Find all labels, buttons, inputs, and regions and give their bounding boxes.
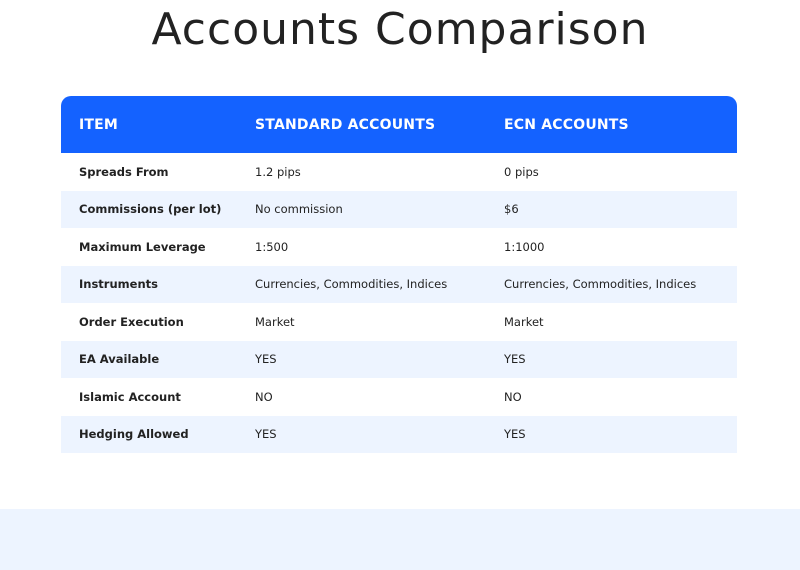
- ecn-value: Market: [504, 303, 737, 341]
- table-row: [61, 228, 737, 266]
- ecn-value: Currencies, Commodities, Indices: [504, 266, 737, 304]
- standard-value: Currencies, Commodities, Indices: [255, 266, 504, 304]
- standard-value: No commission: [255, 191, 504, 229]
- table-body: [61, 153, 737, 453]
- table-row: [61, 303, 737, 341]
- table-row: [61, 378, 737, 416]
- ecn-value: YES: [504, 341, 737, 379]
- row-label: Instruments: [61, 266, 255, 304]
- comparison-table-container: [61, 96, 737, 453]
- page-title: Accounts Comparison: [151, 4, 649, 55]
- table-row: [61, 416, 737, 454]
- header-row: [61, 96, 737, 153]
- table-header: [61, 96, 737, 153]
- row-label: Maximum Leverage: [61, 228, 255, 266]
- footer-section-band: [0, 509, 800, 570]
- table-row: [61, 341, 737, 379]
- ecn-value: 0 pips: [504, 153, 737, 191]
- ecn-value: $6: [504, 191, 737, 229]
- table-row: [61, 266, 737, 304]
- standard-value: 1.2 pips: [255, 153, 504, 191]
- table-row: [61, 153, 737, 191]
- ecn-value: NO: [504, 378, 737, 416]
- standard-value: NO: [255, 378, 504, 416]
- row-label: Hedging Allowed: [61, 416, 255, 454]
- standard-value: YES: [255, 416, 504, 454]
- row-label: Islamic Account: [61, 378, 255, 416]
- standard-value: 1:500: [255, 228, 504, 266]
- row-label: Order Execution: [61, 303, 255, 341]
- standard-value: Market: [255, 303, 504, 341]
- ecn-value: YES: [504, 416, 737, 454]
- standard-value: YES: [255, 341, 504, 379]
- row-label: Commissions (per lot): [61, 191, 255, 229]
- header-ecn-accounts: ECN ACCOUNTS: [504, 96, 737, 153]
- ecn-value: 1:1000: [504, 228, 737, 266]
- row-label: Spreads From: [61, 153, 255, 191]
- row-label: EA Available: [61, 341, 255, 379]
- table-row: [61, 191, 737, 229]
- header-item: ITEM: [61, 96, 255, 153]
- comparison-table: [61, 96, 737, 453]
- header-standard-accounts: STANDARD ACCOUNTS: [255, 96, 504, 153]
